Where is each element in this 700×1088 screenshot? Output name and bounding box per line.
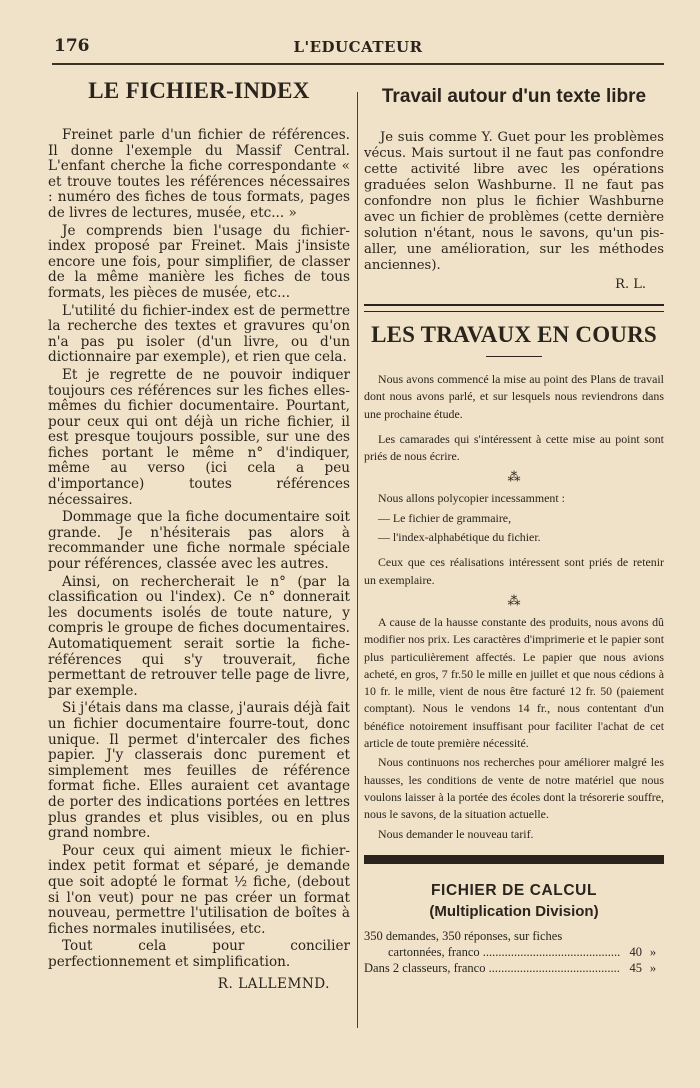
- price-unit: »: [649, 960, 657, 975]
- paragraph: Si j'étais dans ma classe, j'aurais déjà fait un fichier documentaire fourre-tout, donc unique. Il permet d'intercaler des fiches papier. J'y classerais donc purement et simplement mes feuilles de référence format fiche. Elles auraient cet avantage de porter des indications portées en lettres plus grandes et plus visibles, ou en plus grand nombre.: [48, 700, 350, 842]
- paragraph: Dommage que la fiche documentaire soit grande. Je n'hésiterais pas alors à recommander une fiche normale spéciale pour références, classée avec les autres.: [48, 509, 350, 573]
- paragraph: Nous allons polycopier incessamment :: [378, 491, 565, 506]
- article-body-fichier-index: [48, 128, 350, 970]
- price-list: [364, 928, 664, 976]
- price-label: Dans 2 classeurs, franco .....: [364, 960, 620, 976]
- article-title-texte-libre: Travail autour d'un texte libre: [381, 86, 647, 107]
- list-item: — Le fichier de grammaire,: [378, 510, 512, 525]
- paragraph: Ainsi, on rechercherait le n° (par la classification ou l'index). Ce n° donnerait les documents isolés de toute nature, y compris le groupe de fiches documentaires. Automatiquement serait sortie la fiche-références qui s'y trouverait, fiche permettant de retrouver telle page de livre, par exemple.: [48, 573, 350, 699]
- paragraph: Ceux que ces réalisations intéressent sont priés de retenir un exemplaire.: [364, 555, 664, 587]
- paragraph: Je suis comme Y. Guet pour les problèmes vécus. Mais surtout il ne faut pas confondre cette activité libre avec les opérations graduées selon Washburne. Il ne faut pas confondre non plus le fichier Washburne avec un fichier de problèmes (cette dernière solution n'étant, nous le savons, qu'un pis-aller, une amélioration, sur les méthodes anciennes).: [364, 130, 664, 273]
- running-head: [52, 36, 664, 64]
- paragraph: Pour ceux qui aiment mieux le fichier-index petit format et séparé, je demande que soit adopté le format ½ fiche, (debout si l'on veut) pour ne pas créer un format nouveau, permettre l'utilisation de boîtes à fiches normales inutilisées, etc.: [48, 842, 350, 937]
- advert-title: FICHIER DE CALCUL: [430, 881, 598, 899]
- advert-subtitle: (Multiplication Division): [429, 902, 599, 920]
- paragraph: Freinet parle d'un fichier de références. Il donne l'exemple du Massif Central. L'enfant cherche la fiche correspondante « et trouve toutes les références nécessaires : numéro des fiches de tous formats, pages de livres de lectures, musée, etc... »: [48, 127, 350, 221]
- page-number: 176: [54, 36, 90, 56]
- asterism-divider: ⁂: [507, 593, 521, 609]
- journal-title: L'EDUCATEUR: [293, 38, 423, 56]
- list-item: — l'index-alphabétique du fichier.: [378, 530, 541, 545]
- asterism-divider: ⁂: [507, 470, 521, 486]
- article-title-travaux-en-cours: LES TRAVAUX EN COURS: [371, 322, 657, 347]
- advert-top-rule: [364, 855, 664, 864]
- paragraph: Nous continuons nos recherches pour améliorer malgré les hausses, les conditions de vente de notre matériel que nous voulons laisser à la portée des écoles dont la trésorerie souffre, nous le savons, de la situation actuelle.: [364, 755, 664, 822]
- price-line-text: 350 demandes, 350 réponses, sur fiches: [364, 928, 563, 943]
- signature-rl: R. L.: [615, 277, 646, 292]
- price-row: [364, 960, 664, 976]
- price-amount: 45: [629, 960, 642, 975]
- article-title-fichier-index: LE FICHIER-INDEX: [88, 78, 310, 103]
- paragraph: Nous avons commencé la mise au point des Plans de travail dont nous avons parlé, et sur lesquels nous reviendrons dans une prochaine étude.: [364, 372, 664, 421]
- price-amount: 40: [629, 944, 642, 959]
- paragraph: L'utilité du fichier-index est de permettre la recherche des textes et gravures qu'on n'a pas pu isoler (d'un livre, ou d'un dictionnaire par exemple), et rien que cela.: [48, 302, 350, 366]
- paragraph: Les camarades qui s'intéressent à cette mise au point sont priés de nous écrire.: [364, 431, 664, 464]
- paragraph: Je comprends bien l'usage du fichier-index proposé par Freinet. Mais j'insiste encore une fois, pour simplifier, de classer de la même manière les fiches de tous formats, les pièces de musée, etc...: [48, 222, 350, 301]
- paragraph: Et je regrette de ne pouvoir indiquer toujours ces références sur les fiches elles-mêmes du fichier documentaire. Pourtant, pour ceux qui ont déjà un riche fichier, il est presque toujours possible, sur une des fiches portant le même n° d'indiquer, même au verso (ici cela a peu d'importance) toutes références nécessaires.: [48, 366, 350, 508]
- right-column: [364, 86, 664, 976]
- price-label: cartonnées, franco .....: [388, 944, 620, 960]
- title-underline: [486, 356, 542, 357]
- article-body-texte-libre: [364, 130, 664, 274]
- section-rule: [364, 304, 664, 312]
- article-body-travaux-en-cours: [364, 371, 664, 843]
- header-rule: [52, 63, 664, 65]
- price-row: [364, 944, 664, 960]
- signature-lallemnd: R. LALLEMND.: [217, 976, 330, 993]
- left-column: [48, 78, 350, 992]
- paragraph: Tout cela pour concilier perfectionnement et simplification.: [48, 938, 350, 970]
- column-divider: [357, 92, 358, 1028]
- price-unit: »: [649, 944, 657, 959]
- paragraph: Nous demander le nouveau tarif.: [378, 826, 534, 841]
- paragraph: A cause de la hausse constante des produits, nous avons dû modifier nos prix. Les caractères d'imprimerie et le papier sont plus particulièrement affectés. Le papier que nous avions acheté, en gros, 7 fr.50 le mille en juillet et que nous cédions à 10 fr. le mille, vient de nous être facturé 12 fr. 50 (paiement comptant). Nous le vendons 14 fr., nous contentant d'un bénéfice notoirement insuffisant pour faciliter l'achat de cet article de toute première nécessité.: [364, 614, 664, 751]
